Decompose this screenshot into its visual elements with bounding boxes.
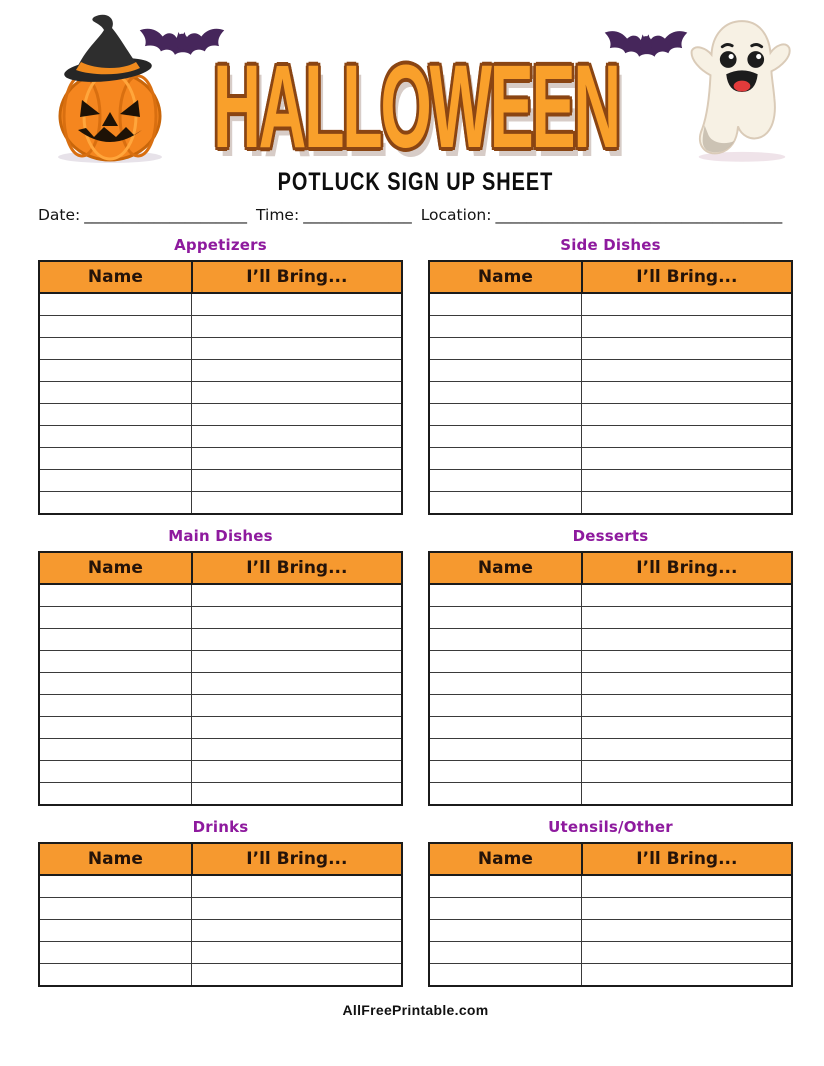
section-title: Drinks <box>192 818 249 836</box>
name-cell-blank <box>39 695 192 717</box>
name-cell-blank <box>429 404 582 426</box>
name-cell-blank <box>39 382 192 404</box>
name-cell-blank <box>429 761 582 783</box>
signup-table <box>428 260 793 515</box>
bring-cell-blank <box>582 695 792 717</box>
bring-cell-blank <box>192 717 402 739</box>
section-main-dishes <box>38 527 403 806</box>
bring-cell-blank <box>192 761 402 783</box>
empty-row <box>429 492 792 515</box>
empty-row <box>429 382 792 404</box>
bring-cell-blank <box>582 717 792 739</box>
name-cell-blank <box>39 875 192 898</box>
bring-cell-blank <box>582 470 792 492</box>
empty-row <box>429 673 792 695</box>
empty-row <box>39 695 402 717</box>
name-cell-blank <box>429 739 582 761</box>
bring-cell-blank <box>582 448 792 470</box>
name-cell-blank <box>429 470 582 492</box>
section-title: Desserts <box>572 527 649 545</box>
section-side-dishes <box>428 236 793 515</box>
bring-cell-blank <box>192 316 402 338</box>
header-row <box>39 552 402 584</box>
signup-table <box>38 551 403 806</box>
empty-row <box>39 470 402 492</box>
bring-column-header: I’ll Bring... <box>192 552 402 584</box>
name-column-header: Name <box>39 843 192 875</box>
empty-row <box>429 338 792 360</box>
empty-row <box>39 607 402 629</box>
location-blank-line: _____________________________________ <box>495 206 783 224</box>
empty-row <box>429 293 792 316</box>
bring-column-header: I’ll Bring... <box>582 552 792 584</box>
footer-credit: AllFreePrintable.com <box>342 1002 489 1018</box>
bring-cell-blank <box>582 964 792 987</box>
name-cell-blank <box>429 360 582 382</box>
bring-column-header: I’ll Bring... <box>192 843 402 875</box>
name-cell-blank <box>429 942 582 964</box>
bring-cell-blank <box>582 761 792 783</box>
empty-row <box>39 651 402 673</box>
bring-cell-blank <box>192 404 402 426</box>
name-cell-blank <box>429 964 582 987</box>
name-cell-blank <box>429 673 582 695</box>
halloween-title: HALLOWEEN <box>212 41 619 173</box>
empty-row <box>39 898 402 920</box>
name-cell-blank <box>39 607 192 629</box>
bring-cell-blank <box>192 382 402 404</box>
bring-cell-blank <box>192 673 402 695</box>
empty-row <box>39 783 402 806</box>
empty-row <box>429 942 792 964</box>
empty-row <box>429 761 792 783</box>
section-title: Appetizers <box>174 236 267 254</box>
empty-row <box>39 629 402 651</box>
bring-cell-blank <box>192 964 402 987</box>
section-appetizers <box>38 236 403 515</box>
bring-cell-blank <box>582 673 792 695</box>
empty-row <box>39 761 402 783</box>
bring-cell-blank <box>582 651 792 673</box>
bring-cell-blank <box>582 607 792 629</box>
name-cell-blank <box>39 898 192 920</box>
bring-column-header: I’ll Bring... <box>582 843 792 875</box>
empty-row <box>429 607 792 629</box>
ghost-icon <box>681 14 799 164</box>
empty-row <box>39 492 402 515</box>
bring-column-header: I’ll Bring... <box>192 261 402 293</box>
bring-cell-blank <box>582 898 792 920</box>
bring-cell-blank <box>192 426 402 448</box>
name-column-header: Name <box>429 843 582 875</box>
name-cell-blank <box>39 492 192 515</box>
empty-row <box>429 426 792 448</box>
name-cell-blank <box>429 695 582 717</box>
bring-cell-blank <box>192 739 402 761</box>
name-cell-blank <box>429 783 582 806</box>
bring-cell-blank <box>192 629 402 651</box>
signup-table <box>38 842 403 987</box>
name-cell-blank <box>39 651 192 673</box>
name-cell-blank <box>429 607 582 629</box>
bring-cell-blank <box>582 920 792 942</box>
name-cell-blank <box>39 717 192 739</box>
empty-row <box>39 584 402 607</box>
bring-cell-blank <box>582 584 792 607</box>
event-info-line <box>38 206 793 230</box>
empty-row <box>39 739 402 761</box>
name-cell-blank <box>39 673 192 695</box>
name-cell-blank <box>39 942 192 964</box>
empty-row <box>429 316 792 338</box>
name-cell-blank <box>429 382 582 404</box>
bring-cell-blank <box>192 360 402 382</box>
empty-row <box>39 673 402 695</box>
location-label: Location: <box>420 206 492 224</box>
time-label: Time: <box>256 206 300 224</box>
empty-row <box>39 382 402 404</box>
name-cell-blank <box>429 584 582 607</box>
bat-icon <box>603 24 689 74</box>
name-cell-blank <box>39 448 192 470</box>
empty-row <box>39 404 402 426</box>
bring-cell-blank <box>192 584 402 607</box>
header-row <box>39 843 402 875</box>
empty-row <box>429 739 792 761</box>
name-cell-blank <box>429 448 582 470</box>
empty-row <box>429 651 792 673</box>
name-cell-blank <box>429 717 582 739</box>
name-cell-blank <box>39 426 192 448</box>
banner <box>38 14 793 173</box>
bring-cell-blank <box>582 293 792 316</box>
date-blank-line: _____________________ <box>84 206 248 224</box>
page-title: POTLUCK SIGN UP SHEET <box>277 168 554 196</box>
header-row <box>429 261 792 293</box>
name-cell-blank <box>429 629 582 651</box>
empty-row <box>39 338 402 360</box>
header-row <box>39 261 402 293</box>
bring-cell-blank <box>582 739 792 761</box>
date-label: Date: <box>38 206 81 224</box>
empty-row <box>429 875 792 898</box>
bring-cell-blank <box>582 942 792 964</box>
bring-cell-blank <box>192 607 402 629</box>
empty-row <box>39 875 402 898</box>
empty-row <box>39 964 402 987</box>
name-cell-blank <box>39 316 192 338</box>
empty-row <box>429 898 792 920</box>
empty-row <box>39 293 402 316</box>
empty-row <box>429 695 792 717</box>
signup-table <box>38 260 403 515</box>
signup-table <box>428 551 793 806</box>
section-desserts <box>428 527 793 806</box>
bring-cell-blank <box>192 338 402 360</box>
empty-row <box>429 404 792 426</box>
empty-row <box>429 629 792 651</box>
name-cell-blank <box>39 470 192 492</box>
name-cell-blank <box>39 783 192 806</box>
empty-row <box>429 360 792 382</box>
empty-row <box>39 316 402 338</box>
name-cell-blank <box>39 964 192 987</box>
bring-cell-blank <box>582 404 792 426</box>
bring-cell-blank <box>582 783 792 806</box>
bring-cell-blank <box>582 360 792 382</box>
bring-cell-blank <box>192 783 402 806</box>
empty-row <box>39 920 402 942</box>
bring-cell-blank <box>192 920 402 942</box>
name-cell-blank <box>429 426 582 448</box>
bring-cell-blank <box>192 898 402 920</box>
empty-row <box>39 360 402 382</box>
bring-cell-blank <box>192 293 402 316</box>
bring-cell-blank <box>192 470 402 492</box>
name-column-header: Name <box>39 261 192 293</box>
name-cell-blank <box>429 651 582 673</box>
empty-row <box>429 448 792 470</box>
name-cell-blank <box>39 360 192 382</box>
name-cell-blank <box>39 739 192 761</box>
section-utensils-other <box>428 818 793 987</box>
header-row <box>429 552 792 584</box>
name-cell-blank <box>429 898 582 920</box>
bring-cell-blank <box>192 875 402 898</box>
empty-row <box>39 448 402 470</box>
name-cell-blank <box>429 316 582 338</box>
name-cell-blank <box>39 761 192 783</box>
empty-row <box>39 426 402 448</box>
section-title: Side Dishes <box>560 236 661 254</box>
bring-cell-blank <box>582 426 792 448</box>
empty-row <box>429 470 792 492</box>
section-title: Utensils/Other <box>548 818 673 836</box>
name-cell-blank <box>429 492 582 515</box>
section-drinks <box>38 818 403 987</box>
name-cell-blank <box>429 293 582 316</box>
name-cell-blank <box>429 920 582 942</box>
bring-column-header: I’ll Bring... <box>582 261 792 293</box>
tables-grid <box>38 236 793 987</box>
bring-cell-blank <box>192 942 402 964</box>
bring-cell-blank <box>582 492 792 515</box>
name-column-header: Name <box>429 552 582 584</box>
bring-cell-blank <box>192 492 402 515</box>
name-cell-blank <box>39 920 192 942</box>
empty-row <box>429 920 792 942</box>
bring-cell-blank <box>192 651 402 673</box>
signup-table <box>428 842 793 987</box>
empty-row <box>429 717 792 739</box>
bring-cell-blank <box>582 875 792 898</box>
empty-row <box>39 942 402 964</box>
name-cell-blank <box>39 338 192 360</box>
name-cell-blank <box>39 629 192 651</box>
bring-cell-blank <box>582 338 792 360</box>
empty-row <box>429 964 792 987</box>
empty-row <box>429 584 792 607</box>
name-cell-blank <box>39 293 192 316</box>
bring-cell-blank <box>582 382 792 404</box>
name-cell-blank <box>429 875 582 898</box>
name-cell-blank <box>429 338 582 360</box>
name-column-header: Name <box>39 552 192 584</box>
section-title: Main Dishes <box>168 527 273 545</box>
time-blank-line: ______________ <box>303 206 412 224</box>
name-cell-blank <box>39 404 192 426</box>
bring-cell-blank <box>192 695 402 717</box>
name-column-header: Name <box>429 261 582 293</box>
name-cell-blank <box>39 584 192 607</box>
empty-row <box>39 717 402 739</box>
bring-cell-blank <box>192 448 402 470</box>
bring-cell-blank <box>582 316 792 338</box>
header-row <box>429 843 792 875</box>
bring-cell-blank <box>582 629 792 651</box>
empty-row <box>429 783 792 806</box>
